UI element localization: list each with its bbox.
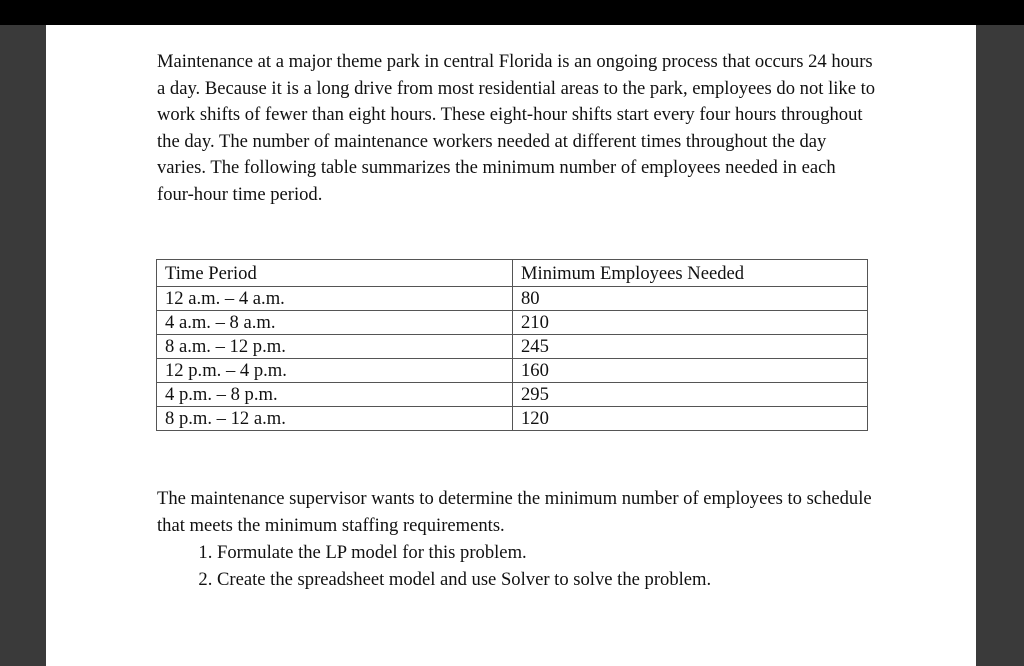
- staffing-table: [156, 259, 868, 431]
- cell-min-employees: 245: [513, 335, 868, 359]
- table-row: [157, 383, 868, 407]
- table-row: [157, 311, 868, 335]
- cell-min-employees: 295: [513, 383, 868, 407]
- cell-min-employees: 120: [513, 407, 868, 431]
- outro-paragraph: The maintenance supervisor wants to determine the minimum number of employees to schedule that meets the minimum staffing requirements.: [157, 488, 872, 536]
- cell-time-period: 4 p.m. – 8 p.m.: [157, 383, 513, 407]
- cell-time-period: 8 a.m. – 12 p.m.: [157, 335, 513, 359]
- cell-min-employees: 160: [513, 359, 868, 383]
- header-min-employees: Minimum Employees Needed: [513, 260, 868, 287]
- table-row: [157, 287, 868, 311]
- document-page: [46, 25, 976, 666]
- table-row: [157, 335, 868, 359]
- cell-time-period: 8 p.m. – 12 a.m.: [157, 407, 513, 431]
- task-item: 2. Create the spreadsheet model and use Solver to solve the problem.: [217, 566, 917, 593]
- header-time-period: Time Period: [157, 260, 513, 287]
- intro-paragraph: Maintenance at a major theme park in central Florida is an ongoing process that occurs 24 hours a day. Because it is a long drive from most residential areas to the park, employees do not like to work shifts of fewer than eight hours. These eight-hour shifts start every four hours throughout the day. The number of maintenance workers needed at different times throughout the day varies. The following table summarizes the minimum number of employees needed in each four-hour time period.: [157, 51, 876, 205]
- cell-min-employees: 210: [513, 311, 868, 335]
- table-header-row: [157, 260, 868, 287]
- cell-time-period: 12 a.m. – 4 a.m.: [157, 287, 513, 311]
- cell-time-period: 12 p.m. – 4 p.m.: [157, 359, 513, 383]
- table-row: [157, 359, 868, 383]
- table-row: [157, 407, 868, 431]
- task-list: [186, 539, 917, 593]
- top-black-bar: [0, 0, 1024, 25]
- cell-time-period: 4 a.m. – 8 a.m.: [157, 311, 513, 335]
- task-item: 1. Formulate the LP model for this problem.: [217, 539, 917, 566]
- cell-min-employees: 80: [513, 287, 868, 311]
